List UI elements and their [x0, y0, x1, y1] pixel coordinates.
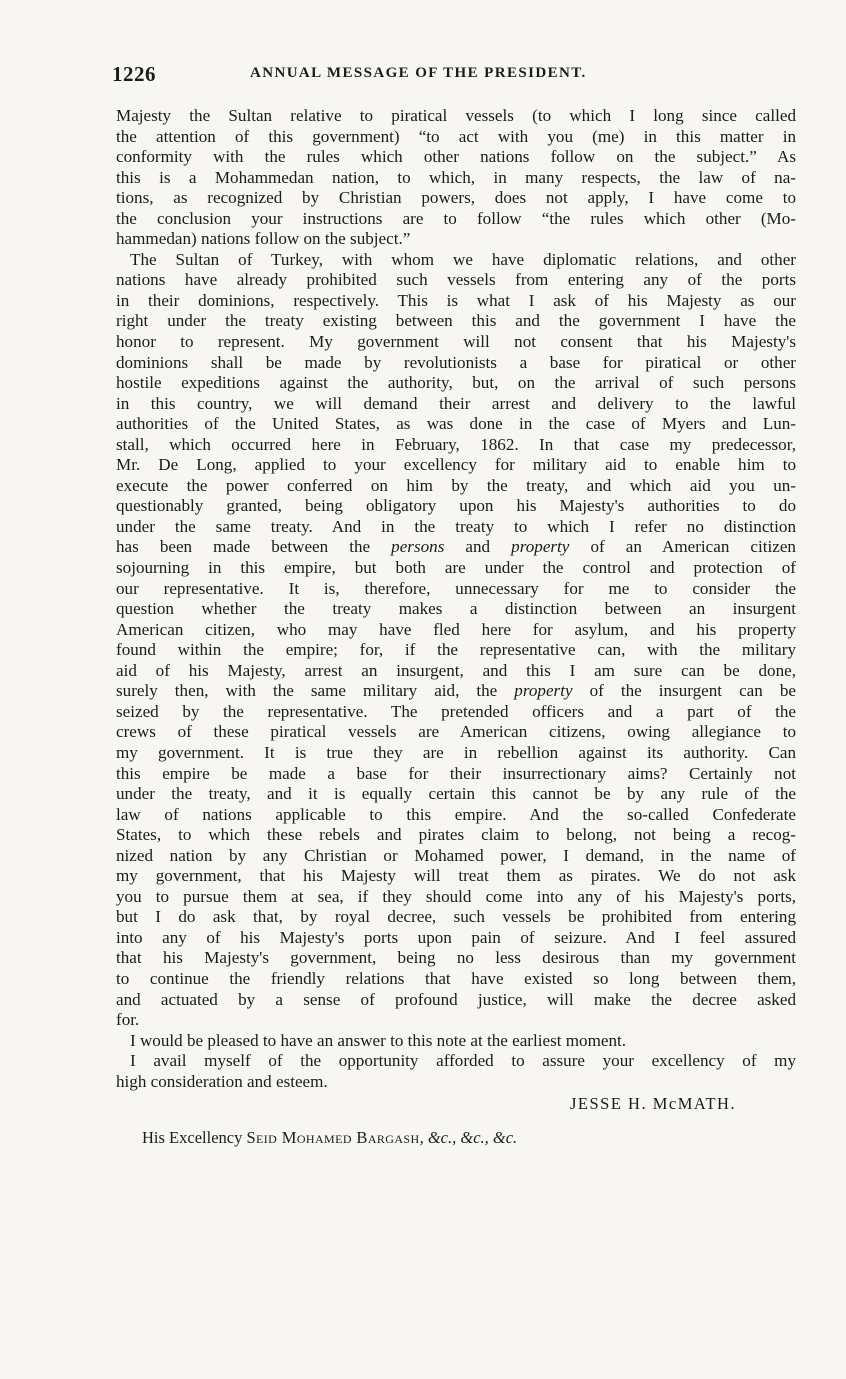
text-line: stall, which occurred here in February, 1862. In that case my predecessor, — [116, 434, 796, 454]
paragraph-start-line: I would be pleased to have an answer to this note at the earliest moment. — [130, 1030, 627, 1050]
addressee-prefix: His Excellency — [142, 1128, 247, 1147]
italic-persons: persons — [391, 537, 445, 557]
text-line: nations have already prohibited such vessels from entering any of the ports — [116, 270, 796, 290]
text-line: in this country, we will demand their arrest and delivery to the lawful — [116, 393, 796, 413]
text-line: law of nations applicable to this empire. And the so-called Confederate — [116, 804, 796, 824]
text-line: high consideration and esteem. — [116, 1071, 328, 1091]
text-line: honor to represent. My government will not consent that his Majesty's — [116, 332, 796, 352]
text-line: but I do ask that, by royal decree, such vessels be prohibited from entering — [116, 907, 796, 927]
text-line: execute the power conferred on him by the treaty, and which aid you un- — [116, 475, 796, 495]
text-line-with-italics — [116, 681, 796, 702]
text-line: the conclusion your instructions are to follow “the rules which other (Mo- — [116, 208, 796, 228]
text-line: seized by the representative. The pretended officers and a part of the — [116, 701, 796, 721]
italic-property: property — [514, 681, 573, 701]
line-end: of an American citizen — [569, 537, 796, 557]
text-line: to continue the friendly relations that have existed so long between them, — [116, 968, 796, 988]
text-line: hostile expeditions against the authority, but, on the arrival of such persons — [116, 373, 796, 393]
addressee-name: Seid Mohamed Bargash — [246, 1128, 420, 1147]
conjunction: and — [444, 537, 512, 557]
text-line: found within the empire; for, if the representative can, with the military — [116, 640, 796, 660]
text-line: authorities of the United States, as was done in the case of Myers and Lun- — [116, 414, 796, 434]
text-line-with-italics — [116, 537, 796, 558]
text-line: dominions shall be made by revolutionists a base for piratical or other — [116, 352, 796, 372]
italic-property: property — [511, 537, 570, 557]
text-line: my government. It is true they are in rebellion against its authority. Can — [116, 742, 796, 762]
text-line: and actuated by a sense of profound justice, will make the decree asked — [116, 989, 796, 1009]
text-line: our representative. It is, therefore, unnecessary for me to consider the — [116, 578, 796, 598]
text-line: aid of his Majesty, arrest an insurgent, and this I am sure can be done, — [116, 660, 796, 680]
page-number: 1226 — [112, 62, 156, 86]
addressee-line — [142, 1128, 517, 1148]
text-line: States, to which these rebels and pirates claim to belong, not being a recog- — [116, 825, 796, 845]
page-header — [112, 62, 792, 88]
signature: JESSE H. McMATH. — [570, 1094, 737, 1113]
text-line: under the treaty, and it is equally certain this cannot be by any rule of the — [116, 784, 796, 804]
letter-body — [116, 106, 796, 1092]
text-line: nized nation by any Christian or Mohamed power, I demand, in the name of — [116, 845, 796, 865]
text-line: Majesty the Sultan relative to piratical vessels (to which I long since called — [116, 106, 796, 125]
text-line: hammedan) nations follow on the subject.” — [116, 229, 411, 249]
line-start: surely then, with the same military aid, the — [116, 681, 515, 701]
text-line: under the same treaty. And in the treaty to which I refer no distinction — [116, 516, 796, 536]
text-line: tions, as recognized by Christian powers, does not apply, I have come to — [116, 188, 796, 208]
text-line: Mr. De Long, applied to your excellency for military aid to enable him to — [116, 455, 796, 475]
text-line: you to pursue them at sea, if they should come into any of his Majesty's ports, — [116, 886, 796, 906]
text-line: conformity with the rules which other nations follow on the subject.” As — [116, 147, 796, 167]
text-line: into any of his Majesty's ports upon pain of seizure. And I feel assured — [116, 927, 796, 947]
text-line: in their dominions, respectively. This is what I ask of his Majesty as our — [116, 290, 796, 310]
text-line: this empire be made a base for their insurrectionary aims? Certainly not — [116, 763, 796, 783]
text-line: this is a Mohammedan nation, to which, in many respects, the law of na- — [116, 167, 796, 187]
text-line: questionably granted, being obligatory upon his Majesty's authorities to do — [116, 496, 796, 516]
addressee-suffix: , &c., &c., &c. — [419, 1128, 518, 1147]
running-head: ANNUAL MESSAGE OF THE PRESIDENT. — [250, 65, 587, 81]
paragraph-start-line: The Sultan of Turkey, with whom we have diplomatic relations, and other — [130, 249, 796, 269]
text-line: sojourning in this empire, but both are under the control and protection of — [116, 558, 796, 578]
text-line: that his Majesty's government, being no less desirous than my government — [116, 948, 796, 968]
text-line: question whether the treaty makes a distinction between an insurgent — [116, 599, 796, 619]
paragraph-start-line: I avail myself of the opportunity afforded to assure your excellency of my — [130, 1051, 796, 1071]
text-line: American citizen, who may have fled here for asylum, and his property — [116, 619, 796, 639]
text-line: crews of these piratical vessels are American citizens, owing allegiance to — [116, 722, 796, 742]
line-end: of the insurgent can be — [572, 681, 796, 701]
text-line: my government, that his Majesty will treat them as pirates. We do not ask — [116, 866, 796, 886]
line-start: has been made between the — [116, 537, 392, 557]
text-line: for. — [116, 1010, 140, 1030]
text-line: right under the treaty existing between this and the government I have the — [116, 311, 796, 331]
text-line: the attention of this government) “to act with you (me) in this matter in — [116, 126, 796, 146]
